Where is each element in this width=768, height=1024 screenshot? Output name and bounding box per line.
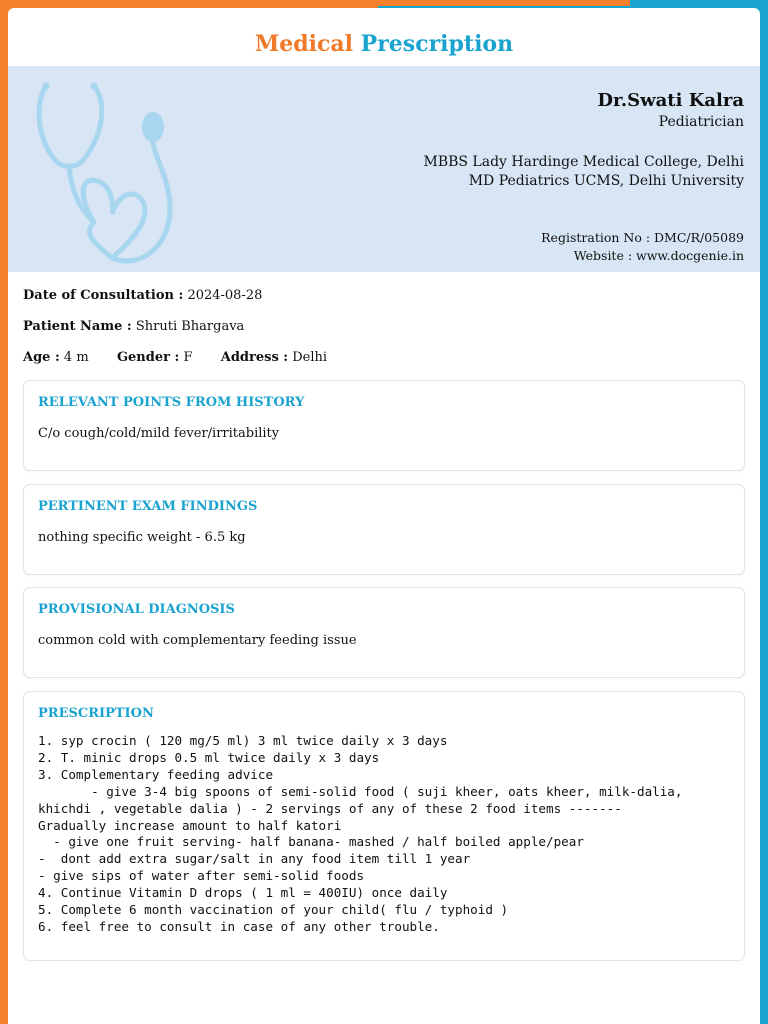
history-heading: RELEVANT POINTS FROM HISTORY — [38, 395, 305, 410]
doctor-header — [8, 66, 760, 272]
age-label: Age : — [23, 350, 60, 365]
background-top-stripe — [0, 0, 630, 6]
patient-gender: F — [183, 350, 193, 365]
diagnosis-text: common cold with complementary feeding issue — [38, 633, 357, 648]
prescription-card — [8, 8, 760, 1024]
title-word-medical: Medical — [254, 31, 353, 57]
patient-name-row — [23, 319, 244, 334]
address-label: Address : — [220, 350, 289, 365]
prescription-section — [23, 691, 745, 961]
doctor-specialty: Pediatrician — [658, 114, 744, 130]
prescription-text: 1. syp crocin ( 120 mg/5 ml) 3 ml twice daily x 3 days 2. T. minic drops 0.5 ml twice daily x 3 days 3. Complementary feeding advice - give 3-4 big spoons of semi-solid food ( suji kheer, oats kheer, milk-dalia, khichdi , vegetable dalia ) - 2 servings of any of these 2 food items ------- Gradually increase amount to half katori - give one fruit serving- half banana- mashed / half boiled apple/pear - dont add extra sugar/salt in any food item till 1 year - give sips of water after semi-solid foods 4. Continue Vitamin D drops ( 1 ml = 400IU) once daily 5. Complete 6 month vaccination of your child( flu / typhoid ) 6. feel free to consult in case of any other trouble. — [38, 733, 683, 934]
diagnosis-section — [23, 587, 745, 678]
history-section — [23, 380, 745, 471]
page-title — [8, 30, 760, 58]
gender-label: Gender : — [116, 350, 180, 365]
diagnosis-heading: PROVISIONAL DIAGNOSIS — [38, 602, 235, 617]
history-text: C/o cough/cold/mild fever/irritability — [38, 426, 280, 441]
patient-details-row — [23, 350, 327, 365]
exam-section — [23, 484, 745, 575]
doctor-website: Website : www.docgenie.in — [573, 248, 744, 263]
doctor-name: Dr.Swati Kalra — [597, 90, 744, 111]
exam-heading: PERTINENT EXAM FINDINGS — [38, 499, 258, 514]
patient-name-label: Patient Name : — [23, 319, 132, 334]
doctor-qualification-2: MD Pediatrics UCMS, Delhi University — [468, 173, 744, 189]
patient-name: Shruti Bhargava — [135, 319, 245, 334]
prescription-heading: PRESCRIPTION — [38, 706, 154, 721]
title-word-prescription: Prescription — [360, 31, 514, 57]
doctor-qualification-1: MBBS Lady Hardinge Medical College, Delhi — [423, 154, 744, 170]
exam-text: nothing specific weight - 6.5 kg — [38, 530, 246, 545]
date-label: Date of Consultation : — [23, 288, 184, 303]
patient-address: Delhi — [292, 350, 328, 365]
doctor-registration: Registration No : DMC/R/05089 — [541, 230, 744, 245]
stethoscope-icon — [32, 74, 182, 269]
patient-age: 4 m — [63, 350, 89, 365]
consultation-date-row — [23, 288, 262, 303]
consultation-date: 2024-08-28 — [187, 288, 263, 303]
